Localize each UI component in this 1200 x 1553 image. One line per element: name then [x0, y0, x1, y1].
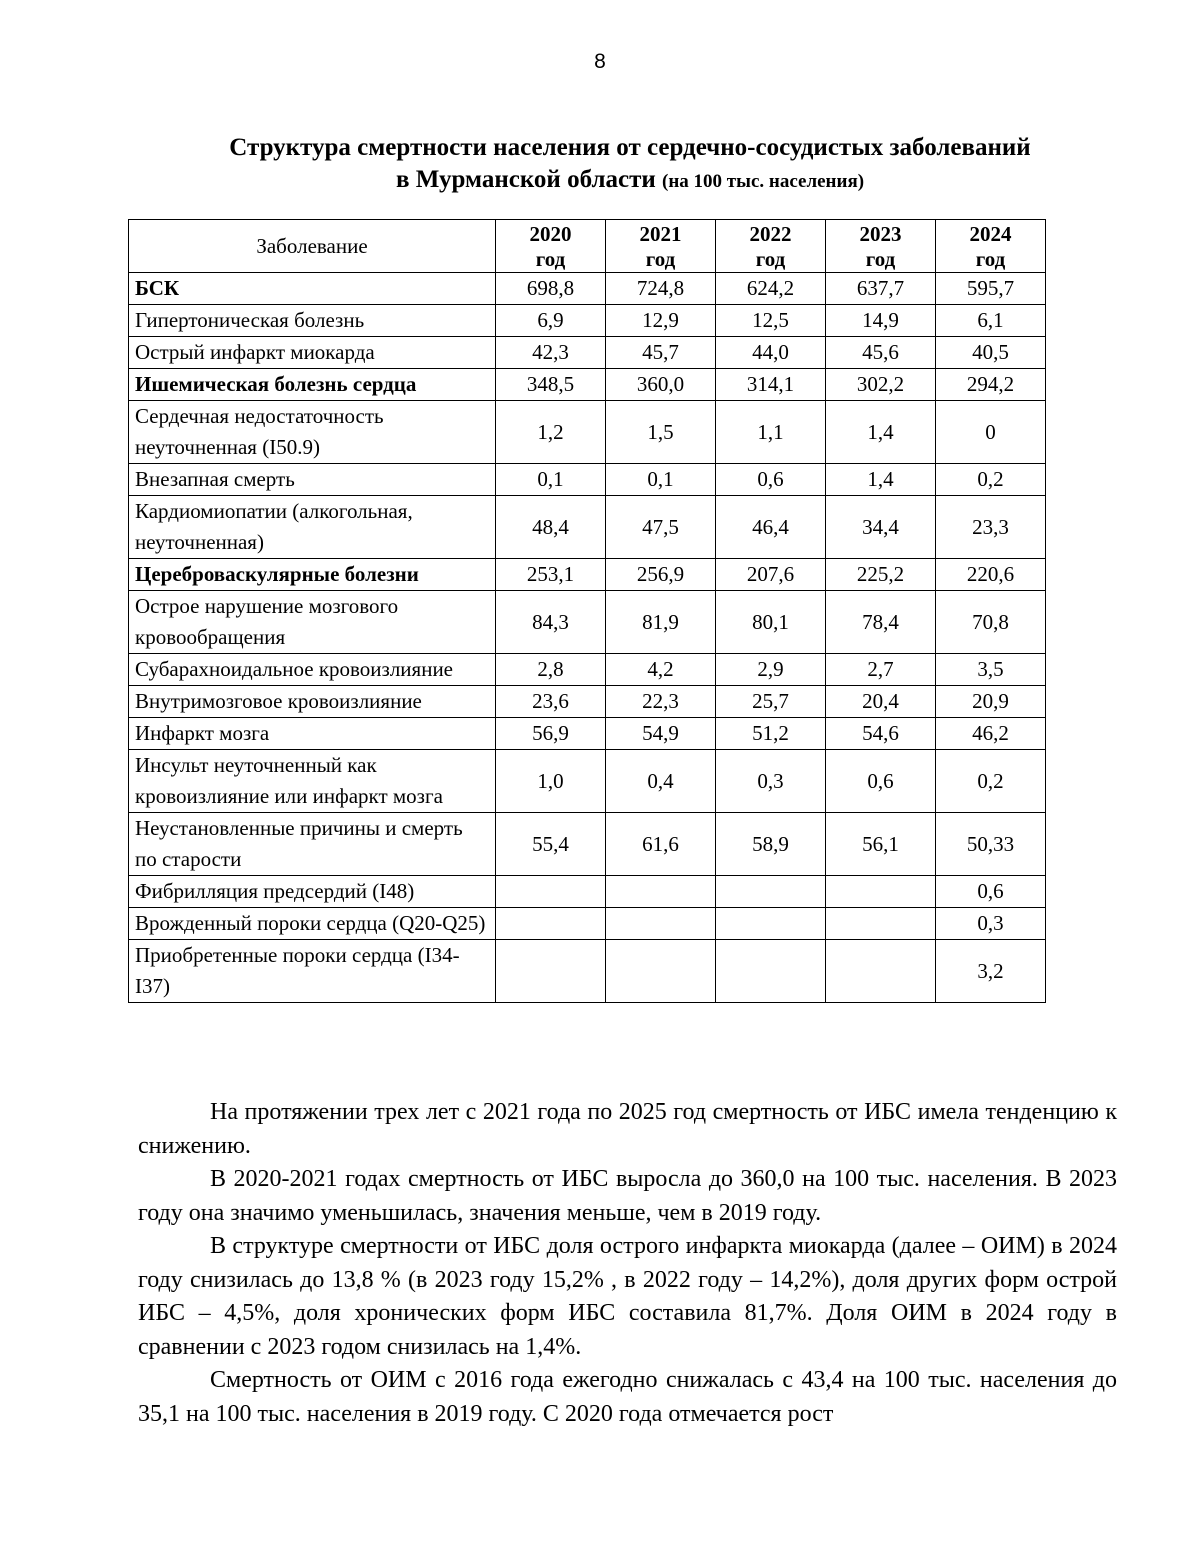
- table-cell-value: 348,5: [496, 369, 606, 401]
- paragraph: На протяжении трех лет с 2021 года по 2025 год смертность от ИБС имела тенденцию к снижению.: [138, 1099, 1117, 1159]
- year-suffix: год: [755, 247, 786, 271]
- title-line-1: Структура смертности населения от сердечно-сосудистых заболеваний: [229, 134, 1031, 161]
- row-label: Инсульт неуточненный как кровоизлияние или инфаркт мозга: [129, 750, 496, 813]
- table-row: [129, 813, 1046, 876]
- table-cell-value: 47,5: [606, 496, 716, 559]
- table-header-row: [129, 220, 1046, 273]
- table-cell-value: 45,7: [606, 337, 716, 369]
- table-cell-value: 724,8: [606, 273, 716, 305]
- table-cell-value: 56,9: [496, 718, 606, 750]
- table-cell-value: 4,2: [606, 654, 716, 686]
- paragraph: В 2020-2021 годах смертность от ИБС выросла до 360,0 на 100 тыс. населения. В 2023 году она значимо уменьшилась, значения меньше, чем в 2019 году.: [138, 1166, 1117, 1226]
- table-cell-value: 360,0: [606, 369, 716, 401]
- table-cell-value: [606, 940, 716, 1003]
- row-label: Фибрилляция предсердий (I48): [129, 876, 496, 908]
- table-row: [129, 718, 1046, 750]
- row-label: Приобретенные пороки сердца (I34-I37): [129, 940, 496, 1003]
- table-cell-value: 302,2: [826, 369, 936, 401]
- table-cell-value: [716, 876, 826, 908]
- table-cell-value: 20,4: [826, 686, 936, 718]
- table-row: [129, 686, 1046, 718]
- table-row: [129, 273, 1046, 305]
- table-cell-value: 698,8: [496, 273, 606, 305]
- table-cell-value: [606, 908, 716, 940]
- table-cell-value: 80,1: [716, 591, 826, 654]
- year-suffix: год: [975, 247, 1006, 271]
- title-line-2: [130, 164, 1130, 198]
- table-cell-value: 0: [936, 401, 1046, 464]
- table-row: [129, 559, 1046, 591]
- table-cell-value: 54,9: [606, 718, 716, 750]
- table-cell-value: 0,2: [936, 464, 1046, 496]
- table-cell-value: [716, 908, 826, 940]
- table-row: [129, 369, 1046, 401]
- table-row: [129, 401, 1046, 464]
- table-cell-value: 84,3: [496, 591, 606, 654]
- table-cell-value: 1,4: [826, 401, 936, 464]
- year-label: 2020: [529, 222, 572, 246]
- table-row: [129, 876, 1046, 908]
- column-header-year: [826, 220, 936, 273]
- year-label: 2021: [639, 222, 682, 246]
- table-cell-value: [826, 940, 936, 1003]
- table-cell-value: 6,1: [936, 305, 1046, 337]
- table-cell-value: [496, 876, 606, 908]
- year-suffix: год: [535, 247, 566, 271]
- row-label: Внезапная смерть: [129, 464, 496, 496]
- row-label: Субарахноидальное кровоизлияние: [129, 654, 496, 686]
- table-cell-value: 42,3: [496, 337, 606, 369]
- table-cell-value: 46,4: [716, 496, 826, 559]
- table-cell-value: 23,6: [496, 686, 606, 718]
- table-cell-value: 294,2: [936, 369, 1046, 401]
- table-cell-value: [496, 940, 606, 1003]
- table-body: [129, 273, 1046, 1003]
- table-cell-value: 48,4: [496, 496, 606, 559]
- column-header-year: [606, 220, 716, 273]
- table-cell-value: 14,9: [826, 305, 936, 337]
- table-cell-value: 12,5: [716, 305, 826, 337]
- row-label: Инфаркт мозга: [129, 718, 496, 750]
- table-cell-value: [496, 908, 606, 940]
- paragraph: В структуре смертности от ИБС доля острого инфаркта миокарда (далее – ОИМ) в 2024 году снизилась до 13,8 % (в 2023 году 15,2% , в 2022 году – 14,2%), доля других форм острой ИБС – 4,5%, доля хронических форм ИБС составила 81,7%. Доля ОИМ в 2024 году в сравнении с 2023 годом снизилась на 1,4%.: [138, 1233, 1117, 1360]
- table-row: [129, 305, 1046, 337]
- table-row: [129, 654, 1046, 686]
- column-header-disease: Заболевание: [129, 220, 496, 273]
- title-note: (на 100 тыс. населения): [662, 171, 865, 192]
- table-row: [129, 940, 1046, 1003]
- table-cell-value: 81,9: [606, 591, 716, 654]
- row-label: Ишемическая болезнь сердца: [129, 369, 496, 401]
- table-cell-value: 46,2: [936, 718, 1046, 750]
- table-row: [129, 464, 1046, 496]
- table-cell-value: 44,0: [716, 337, 826, 369]
- table-cell-value: 0,1: [496, 464, 606, 496]
- table-cell-value: [826, 876, 936, 908]
- table-cell-value: 225,2: [826, 559, 936, 591]
- table-cell-value: 78,4: [826, 591, 936, 654]
- row-label: Врожденный пороки сердца (Q20-Q25): [129, 908, 496, 940]
- mortality-table: [128, 219, 1046, 1003]
- table-cell-value: 3,5: [936, 654, 1046, 686]
- row-label: Гипертоническая болезнь: [129, 305, 496, 337]
- table-cell-value: 314,1: [716, 369, 826, 401]
- table-cell-value: 2,9: [716, 654, 826, 686]
- table-cell-value: 61,6: [606, 813, 716, 876]
- year-label: 2023: [859, 222, 902, 246]
- table-cell-value: 207,6: [716, 559, 826, 591]
- page-number: 8: [594, 50, 606, 73]
- table-cell-value: [826, 908, 936, 940]
- table-cell-value: 1,1: [716, 401, 826, 464]
- table-cell-value: 20,9: [936, 686, 1046, 718]
- table-cell-value: 220,6: [936, 559, 1046, 591]
- table-cell-value: 0,4: [606, 750, 716, 813]
- table-cell-value: 55,4: [496, 813, 606, 876]
- table-cell-value: 1,2: [496, 401, 606, 464]
- table-cell-value: 70,8: [936, 591, 1046, 654]
- table-cell-value: 50,33: [936, 813, 1046, 876]
- row-label: Внутримозговое кровоизлияние: [129, 686, 496, 718]
- row-label: Острый инфаркт миокарда: [129, 337, 496, 369]
- table-cell-value: 45,6: [826, 337, 936, 369]
- table-cell-value: 1,0: [496, 750, 606, 813]
- row-label: Цереброваскулярные болезни: [129, 559, 496, 591]
- year-label: 2024: [969, 222, 1012, 246]
- table-cell-value: 0,6: [826, 750, 936, 813]
- table-cell-value: 0,3: [936, 908, 1046, 940]
- table-cell-value: [606, 876, 716, 908]
- table-cell-value: 256,9: [606, 559, 716, 591]
- table-cell-value: 34,4: [826, 496, 936, 559]
- year-label: 2022: [749, 222, 792, 246]
- table-cell-value: 1,5: [606, 401, 716, 464]
- table-row: [129, 750, 1046, 813]
- page-title: [130, 132, 1130, 198]
- row-label: Неустановленные причины и смерть по старости: [129, 813, 496, 876]
- year-suffix: год: [645, 247, 676, 271]
- table-cell-value: 595,7: [936, 273, 1046, 305]
- table-cell-value: 0,3: [716, 750, 826, 813]
- table-cell-value: 56,1: [826, 813, 936, 876]
- body-text: [138, 1096, 1117, 1431]
- table-cell-value: [716, 940, 826, 1003]
- table-cell-value: 54,6: [826, 718, 936, 750]
- table-cell-value: 58,9: [716, 813, 826, 876]
- table-cell-value: 1,4: [826, 464, 936, 496]
- table-row: [129, 337, 1046, 369]
- table-cell-value: 2,7: [826, 654, 936, 686]
- row-label: Острое нарушение мозгового кровообращения: [129, 591, 496, 654]
- row-label: Кардиомиопатии (алкогольная, неуточненная): [129, 496, 496, 559]
- paragraph: Смертность от ОИМ с 2016 года ежегодно снижалась с 43,4 на 100 тыс. населения до 35,1 на 100 тыс. населения в 2019 году. С 2020 года отмечается рост: [138, 1367, 1117, 1427]
- column-header-year: [936, 220, 1046, 273]
- table-cell-value: 51,2: [716, 718, 826, 750]
- table-cell-value: 2,8: [496, 654, 606, 686]
- table-cell-value: 3,2: [936, 940, 1046, 1003]
- row-label: БСК: [129, 273, 496, 305]
- table-cell-value: 253,1: [496, 559, 606, 591]
- year-suffix: год: [865, 247, 896, 271]
- row-label: Сердечная недостаточность неуточненная (I50.9): [129, 401, 496, 464]
- column-header-year: [496, 220, 606, 273]
- table-cell-value: 6,9: [496, 305, 606, 337]
- table-row: [129, 496, 1046, 559]
- table-cell-value: 40,5: [936, 337, 1046, 369]
- table-cell-value: 637,7: [826, 273, 936, 305]
- table-cell-value: 0,2: [936, 750, 1046, 813]
- table-cell-value: 0,6: [936, 876, 1046, 908]
- table-cell-value: 23,3: [936, 496, 1046, 559]
- table-row: [129, 591, 1046, 654]
- table-cell-value: 0,1: [606, 464, 716, 496]
- table-cell-value: 624,2: [716, 273, 826, 305]
- table-cell-value: 22,3: [606, 686, 716, 718]
- table-row: [129, 908, 1046, 940]
- column-header-year: [716, 220, 826, 273]
- table-cell-value: 12,9: [606, 305, 716, 337]
- table-cell-value: 0,6: [716, 464, 826, 496]
- table-cell-value: 25,7: [716, 686, 826, 718]
- title-region: в Мурманской области: [395, 166, 656, 193]
